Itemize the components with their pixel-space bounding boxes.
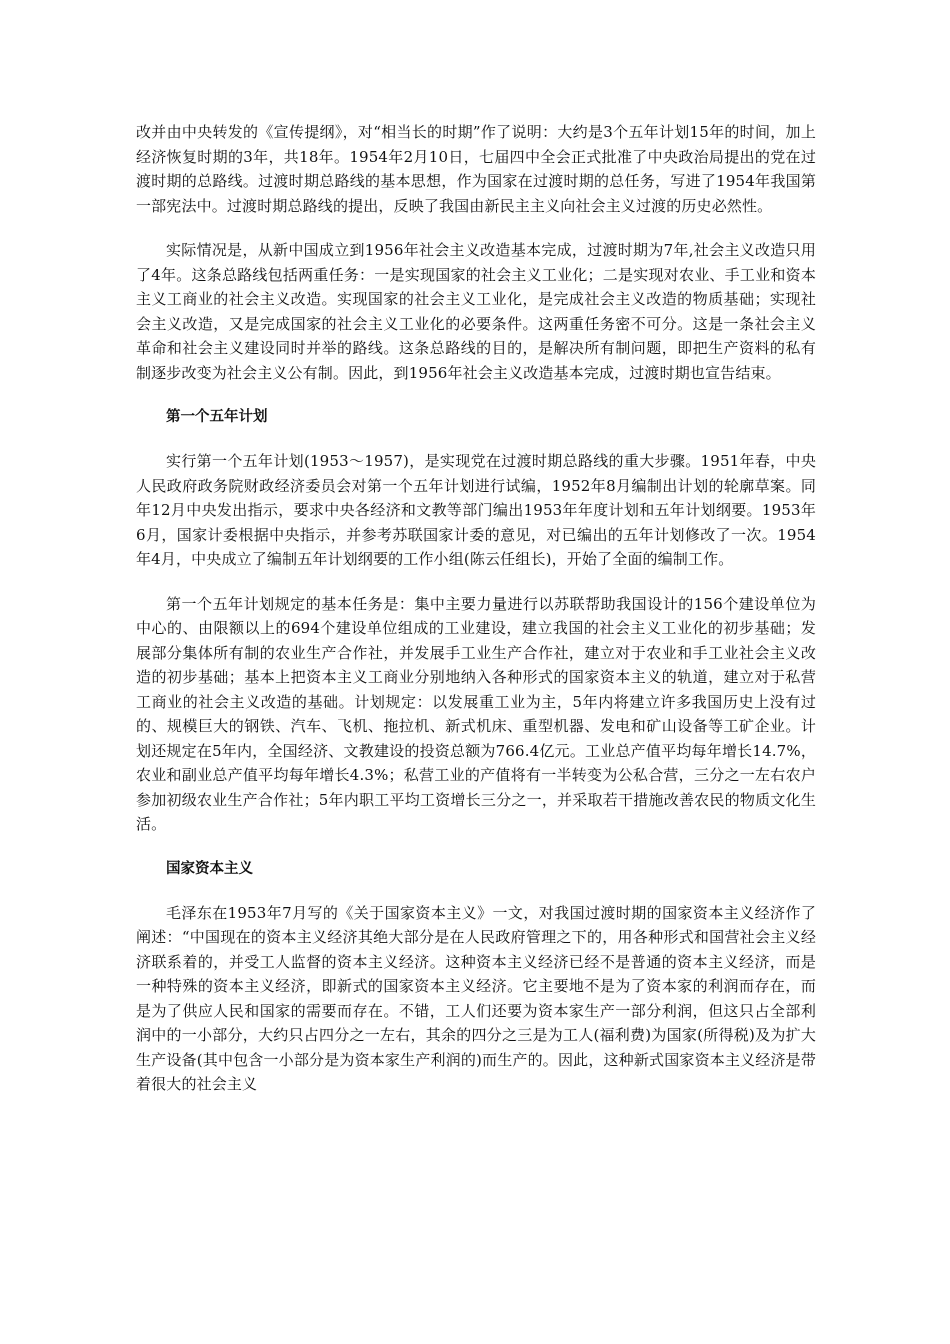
paragraph-plan-basic-tasks: 第一个五年计划规定的基本任务是：集中主要力量进行以苏联帮助我国设计的156个建设单位为中心的、由限额以上的694个建设单位组成的工业建设，建立我国的社会主义工业化的初步基础；发展部分集体所有制的农业生产合作社，并发展手工业生产合作社，建立对于农业和手工业社会主义改造的初步基础；基本上把资本主义工商业分别地纳入各种形式的国家资本主义的轨道，建立对于私营工商业的社会主义改造的基础。计划规定：以发展重工业为主，5年内将建立许多我国历史上没有过的、规模巨大的钢铁、汽车、飞机、拖拉机、新式机床、重型机器、发电和矿山设备等工矿企业。计划还规定在5年内，全国经济、文教建设的投资总额为766.4亿元。工业总产值平均每年增长14.7%，农业和副业总产值平均每年增长4.3%；私营工业的产值将有一半转变为公私合营，三分之一左右农户参加初级农业生产合作社；5年内职工平均工资增长三分之一，并采取若干措施改善农民的物质文化生活。 xyxy=(136,594,816,833)
section-heading-state-capitalism: 国家资本主义 xyxy=(166,860,253,877)
paragraph-transition-period-definition: 改并由中央转发的《宣传提纲》，对“相当长的时期”作了说明：大约是3个五年计划15年的时间，加上经济恢复时期的3年，共18年。1954年2月10日，七届四中全会正式批准了中央政治局提出的党在过渡时期的总路线。过渡时期总路线的基本思想，作为国家在过渡时期的总任务，写进了1954年我国第一部宪法中。过渡时期总路线的提出，反映了我国由新民主主义向社会主义过渡的历史必然性。 xyxy=(136,123,816,215)
paragraph-state-capitalism: 毛泽东在1953年7月写的《关于国家资本主义》一文，对我国过渡时期的国家资本主义经济作了阐述：“中国现在的资本主义经济其绝大部分是在人民政府管理之下的，用各种形式和国营社会主义经济联系着的，并受工人监督的资本主义经济。这种资本主义经济已经不是普通的资本主义经济，而是一种特殊的资本主义经济，即新式的国家资本主义经济。它主要地不是为了资本家的利润而存在，而是为了供应人民和国家的需要而存在。不错，工人们还要为资本家生产一部分利润，但这只占全部利润中的一小部分，大约只占四分之一左右，其余的四分之三是为工人(福利费)为国家(所得税)及为扩大生产设备(其中包含一小部分是为资本家生产利润的)而生产的。因此，这种新式国家资本主义经济是带着很大的社会主义 xyxy=(136,903,816,1093)
paragraph-general-line-tasks: 实际情况是，从新中国成立到1956年社会主义改造基本完成，过渡时期为7年,社会主义改造只用了4年。这条总路线包括两重任务：一是实现国家的社会主义工业化；二是实现对农业、手工业和资本主义工商业的社会主义改造。实现国家的社会主义工业化，是完成社会主义改造的物质基础；实现社会主义改造，又是完成国家的社会主义工业化的必要条件。这两重任务密不可分。这是一条社会主义革命和社会主义建设同时并举的路线。这条总路线的目的，是解决所有制问题，即把生产资料的私有制逐步改变为社会主义公有制。因此，到1956年社会主义改造基本完成，过渡时期也宣告结束。 xyxy=(136,241,816,382)
paragraph-plan-drafting: 实行第一个五年计划(1953～1957)，是实现党在过渡时期总路线的重大步骤。1951年春，中央人民政府政务院财政经济委员会对第一个五年计划进行试编，1952年8月编制出计划的轮廓草案。同年12月中央发出指示，要求中央各经济和文教等部门编出1953年年度计划和五年计划纲要。1953年6月，国家计委根据中央指示，并参考苏联国家计委的意见，对已编出的五年计划修改了一次。1954年4月，中央成立了编制五年计划纲要的工作小组(陈云任组长)，开始了全面的编制工作。 xyxy=(136,452,816,568)
document-page xyxy=(136,120,816,1117)
section-heading-first-five-year-plan: 第一个五年计划 xyxy=(166,409,268,425)
